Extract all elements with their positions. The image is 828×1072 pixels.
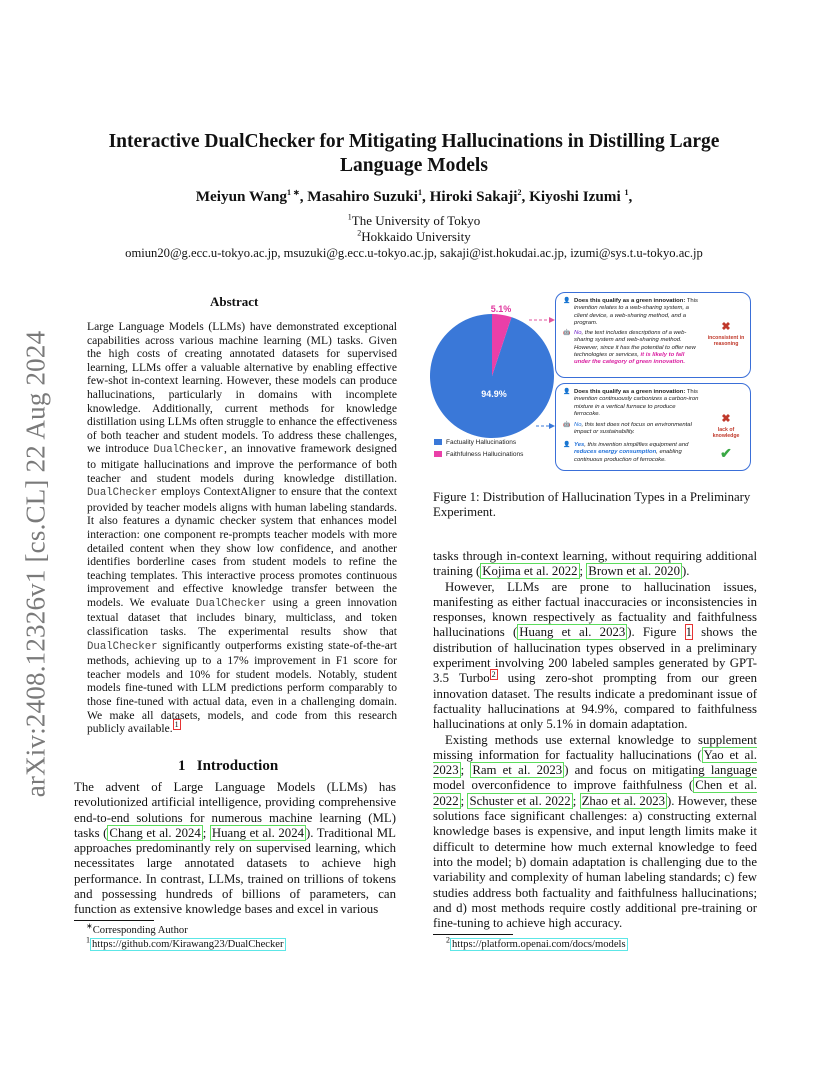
pie-label-factuality: 94.9% xyxy=(481,389,507,399)
pie-label-faithfulness: 5.1% xyxy=(490,304,512,314)
author-list: Meiyun Wang$^{1 ∗}$, Masahiro Suzuki$^1$, Hiroki Sakaji$^2$, Kiyoshi Izumi $^1$, xyxy=(195,187,633,205)
citation-link[interactable]: Chen et al. 2022 xyxy=(433,778,757,808)
faithfulness-answer: No, the text includes descriptions of a web- sharing system and web-sharing method. However, since it has the potential to offer new technologies or services, it is likely to fall under the category of green innovation. xyxy=(574,330,696,366)
footnote-github: $^1$ https://github.com/Kirawang23/DualChecker xyxy=(86,935,284,950)
person-icon: 👤 xyxy=(563,298,571,304)
lack-of-knowledge-tag: lack of knowledge xyxy=(712,427,740,439)
introduction-text: The advent of Large Language Models (LLMs) has revolutionized artificial intelligence, providing comprehensive end-to-end solutions for numerous machine learning (ML) tasks ( Chang et al. 2024 ; Huang et al. 2024 ). Traditional ML approaches predominantly rely on supervised learning, which necessitates large annotated datasets to achieve high performance. In contrast, LLMs, trained on trillions of tokens and possessing hundreds of billions of parameters, can function as extensive knowledge bases and excel in various xyxy=(74,780,396,917)
inconsistent-reasoning-tag: inconsistent in reasoning xyxy=(707,335,745,347)
paragraph: tasks through in-context learning, without requiring additional training ( Kojima et al. 2022 ; Brown et al. 2020 ). xyxy=(433,549,757,579)
footnote-corresponding: ∗Corresponding Author xyxy=(86,921,188,936)
person-icon: 👤 xyxy=(563,389,571,395)
figure-1-caption: Figure 1: Distribution of Hallucination Types in a Preliminary Experiment. xyxy=(433,490,751,520)
robot-icon: 🤖 xyxy=(563,422,571,428)
legend-factuality: Factuality Hallucinations xyxy=(434,439,516,446)
right-column-text xyxy=(433,549,757,931)
citation-link[interactable]: Zhao et al. 2023 xyxy=(581,793,666,808)
robot-icon: 🤖 xyxy=(563,330,571,336)
openai-docs-link[interactable]: https://platform.openai.com/docs/models xyxy=(452,939,626,950)
footnote-link-1[interactable]: 1 xyxy=(174,720,179,730)
section-heading-introduction: 1 Introduction xyxy=(178,758,279,774)
affiliation-1: $^1$The University of Tokyo xyxy=(347,212,481,228)
figure-ref-link[interactable]: 1 xyxy=(685,625,692,640)
citation-link[interactable]: Ram et al. 2023 xyxy=(472,763,563,778)
affiliation-2: $^2$Hokkaido University xyxy=(357,228,471,244)
citation-link[interactable]: Kojima et al. 2022 xyxy=(482,564,578,579)
github-link[interactable]: https://github.com/Kirawang23/DualChecker xyxy=(92,939,284,950)
footnote-link-2[interactable]: 2 xyxy=(491,670,496,680)
citation-link[interactable]: Schuster et al. 2022 xyxy=(469,793,571,808)
citation-link[interactable]: Huang et al. 2024 xyxy=(211,825,305,840)
citation-link[interactable]: Brown et al. 2020 xyxy=(588,564,680,579)
author-emails: omiun20@g.ecc.u-tokyo.ac.jp, msuzuki@g.ecc.u-tokyo.ac.jp, sakaji@ist.hokudai.ac.jp, izumi@sys.t.u-tokyo.ac.jp xyxy=(125,246,703,260)
cross-icon: ✖ xyxy=(721,321,731,333)
faithfulness-question: Does this qualify as a green innovation: This invention relates to a web-sharing system, a client device, a web-sharing method, and a program. xyxy=(574,298,698,326)
citation-link[interactable]: Chang et al. 2024 xyxy=(109,825,201,840)
person-icon: 👤 xyxy=(563,442,571,448)
check-icon: ✔ xyxy=(720,445,732,461)
citation-link[interactable]: Yao et al. 2023 xyxy=(433,747,757,778)
footnote-openai: $^2$ https://platform.openai.com/docs/models xyxy=(446,935,626,950)
abstract-text: Large Language Models (LLMs) have demonstrated exceptional capabilities across various machine learning (ML) tasks. Given the high costs of creating annotated datasets for supervised learning, LLMs offer a valuable alternative by enabling effective few-shot in-context learning. However, these models can produce hallucinations, particularly in domains with incomplete knowledge. Additionally, current methods for knowledge distillation using LLMs often struggle to enhance the effectiveness of both teacher and student models. To address these challenges, we introduce DualChecker, an innovative framework designed to mitigate hallucinations and improve the performance of both teacher and student models during knowledge distillation. DualChecker employs ContextAligner to ensure that the context provided by teacher models aligns with human labeling standards. It also features a dynamic checker system that enhances model interaction: one component re-prompts teacher models with more detailed content when they show low confidence, and another identifies borderline cases from student models to refine the teaching templates. This interactive process promotes continuous improvement and effective knowledge transfer between the models. We evaluate DualChecker using a green innovation textual dataset that includes binary, multiclass, and token classification tasks. The experimental results show that DualChecker significantly outperforms existing state-of-the-art methods, achieving up to a 17% improvement in F1 score for teacher models and 10% for student models. Notably, student models fine-tuned with LLM predictions perform comparably to those fine-tuned with actual data, even in a challenging domain. We make all datasets, models, and code from this research publicly available. $^1$ xyxy=(87,320,398,736)
footnote-rule xyxy=(433,934,513,935)
figure-1 xyxy=(426,286,756,476)
paragraph: Existing methods use external knowledge to supplement missing information for factuality hallucinations ( Yao et al. 2023 ; Ram et al. 2023 ) and focus on mitigating language model overconfidence to improve faithfulness ( Chen et al. 2022 ; Schuster et al. 2022 ; Zhao et al. 2023 ). However, these solutions face significant challenges: a) constructing external knowledge bases is expensive, and input length limits make it difficult to determine how much external knowledge to feed into the model; b) domain adaptation is challenging due to the variability and complexity of human labeling standards; c) few studies address both factuality and faithfulness hallucinations; and d) most methods require costly additional pre-training or fine-tuning to achieve high accuracy. xyxy=(433,732,758,931)
factuality-question: Does this qualify as a green innovation: This invention continuously carbonizes a carbon-iron mixture in a vertical furnace to produce ferrocoke. xyxy=(574,389,699,417)
paper-title: Interactive DualChecker for Mitigating Hallucinations in Distilling Large Language Models xyxy=(108,131,720,176)
arxiv-identifier: arXiv:2408.12326v1 [cs.CL] 22 Aug 2024 xyxy=(20,330,51,798)
factuality-answer-no: No, this text does not focus on environmental impact or sustainability. xyxy=(574,422,692,436)
citation-link[interactable]: Huang et al. 2023 xyxy=(519,625,626,640)
legend-faithfulness: Faithfulness Hallucinations xyxy=(434,451,523,458)
paragraph: However, LLMs are prone to hallucination issues, manifesting as either factual inaccuracies or inconsistencies in responses, known respectively as factuality and faithfulness hallucinations ( Huang et al. 2023 ). Figure 1 shows the distribution of hallucination types observed in a preliminary experiment involving 200 labeled samples generated by GPT-3.5 Turbo $^2$ using zero-shot prompting from our green innovation dataset. The results indicate a predominant issue of factuality hallucinations at 94.9%, compared to faithfulness hallucinations at only 5.1% in domain adaptation. xyxy=(433,579,758,732)
factuality-answer-yes: Yes, this invention simplifies equipment and reduces energy consumption, enabling continuous production of ferrocoke. xyxy=(574,442,689,463)
abstract-heading: Abstract xyxy=(210,294,259,309)
cross-icon: ✖ xyxy=(721,413,731,425)
